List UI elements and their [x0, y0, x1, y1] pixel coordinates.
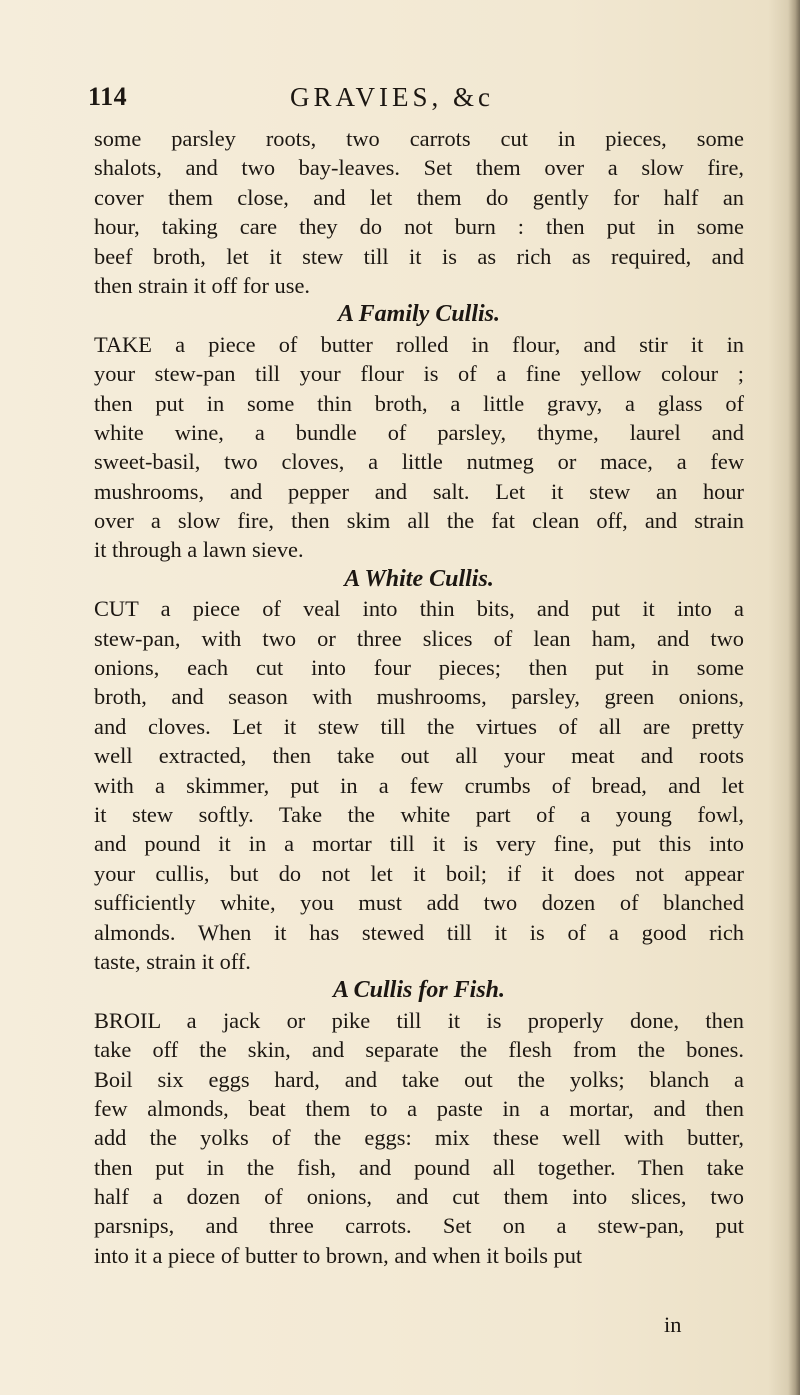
text-line: your stew-pan till your flour is of a fine yellow colour ; [94, 361, 744, 387]
text-line: well extracted, then take out all your meat and roots [94, 743, 744, 769]
text-line: white wine, a bundle of parsley, thyme, laurel and [94, 419, 744, 445]
text-line: half a dozen of onions, and cut them into slices, two [94, 1184, 744, 1210]
text-line: it stew softly. Take the white part of a young fowl, [94, 801, 744, 827]
recipe-text [94, 124, 744, 1270]
text-line: broth, and season with mushrooms, parsley, green onions, [94, 684, 744, 710]
page-header [88, 82, 708, 122]
text-line: TAKE a piece of butter rolled in flour, and stir it in [94, 331, 744, 357]
text-line: your cullis, but do not let it boil; if it does not appear [94, 860, 744, 886]
text-line: BROIL a jack or pike till it is properly done, then [94, 1007, 744, 1033]
text-line: few almonds, beat them to a paste in a mortar, and then [94, 1095, 744, 1121]
text-line: and cloves. Let it stew till the virtues of all are pretty [94, 713, 744, 739]
text-line: then put in some thin broth, a little gravy, a glass of [94, 390, 744, 416]
text-line: then put in the fish, and pound all together. Then take [94, 1154, 744, 1180]
running-title: GRAVIES, &c [290, 82, 495, 112]
text-line: then strain it off for use. [94, 272, 310, 298]
text-line: stew-pan, with two or three slices of lean ham, and two [94, 625, 744, 651]
text-line: shalots, and two bay-leaves. Set them over a slow fire, [94, 155, 744, 181]
text-line: almonds. When it has stewed till it is of a good rich [94, 919, 744, 945]
page-edge-shadow [788, 0, 800, 1395]
text-line: and pound it in a mortar till it is very fine, put this into [94, 831, 744, 857]
text-line: cover them close, and let them do gently for half an [94, 184, 744, 210]
text-line: some parsley roots, two carrots cut in pieces, some [94, 126, 744, 151]
text-line: beef broth, let it stew till it is as rich as required, and [94, 243, 744, 269]
text-line: onions, each cut into four pieces; then put in some [94, 655, 744, 681]
text-line: taste, strain it off. [94, 948, 251, 974]
recipe-heading: A Family Cullis. [337, 301, 501, 328]
recipe-heading: A Cullis for Fish. [332, 977, 506, 1004]
text-line: mushrooms, and pepper and salt. Let it stew an hour [94, 478, 744, 504]
text-line: into it a piece of butter to brown, and when it boils put [94, 1242, 583, 1268]
text-line: parsnips, and three carrots. Set on a stew-pan, put [94, 1213, 744, 1239]
text-line: sufficiently white, you must add two dozen of blanched [94, 890, 744, 916]
text-line: add the yolks of the eggs: mix these well with butter, [94, 1125, 744, 1151]
text-line: with a skimmer, put in a few crumbs of bread, and let [94, 772, 744, 798]
text-line: it through a lawn sieve. [94, 537, 304, 563]
text-line: take off the skin, and separate the flesh from the bones. [94, 1037, 744, 1063]
text-line: CUT a piece of veal into thin bits, and put it into a [94, 596, 744, 622]
text-line: over a slow fire, then skim all the fat clean off, and strain [94, 508, 744, 534]
catchword: in [664, 1312, 682, 1337]
text-line: hour, taking care they do not burn : then put in some [94, 214, 744, 240]
text-line: sweet-basil, two cloves, a little nutmeg or mace, a few [94, 449, 744, 475]
page-number: 114 [88, 82, 128, 111]
text-line: Boil six eggs hard, and take out the yolks; blanch a [94, 1066, 744, 1092]
recipe-heading: A White Cullis. [344, 565, 494, 592]
